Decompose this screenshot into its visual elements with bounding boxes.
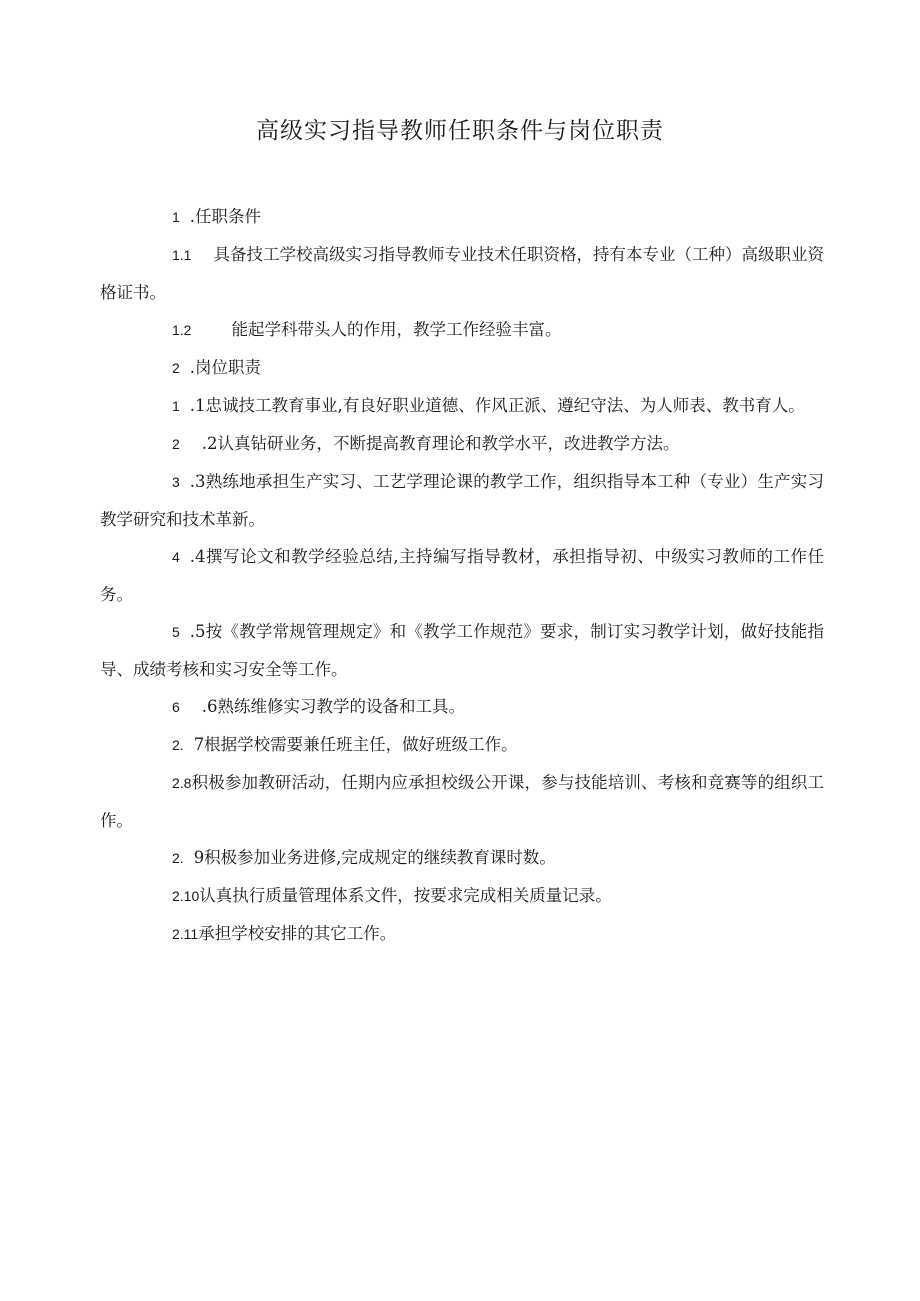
item-1-1 — [100, 236, 824, 311]
item-2-11 — [100, 915, 824, 953]
item-text: .2认真钻研业务，不断提高教育理论和教学水平，改进教学方法。 — [201, 434, 680, 453]
item-text: .1忠诚技工教育事业,有良好职业道德、作风正派、遵纪守法、为人师表、教书育人。 — [189, 396, 805, 415]
document-body — [100, 198, 824, 953]
item-text: .4撰写论文和教学经验总结,主持编写指导教材，承担指导初、中级实习教师的工作任务。 — [100, 547, 824, 604]
item-text: 具备技工学校高级实习指导教师专业技术任职资格，持有本专业（工种）高级职业资格证书。 — [100, 245, 824, 302]
item-number: 2. — [172, 850, 184, 866]
section-2-heading — [100, 349, 824, 387]
item-number: 2 — [172, 436, 180, 452]
item-number: 1.2 — [172, 322, 192, 338]
item-1-2 — [100, 311, 824, 349]
item-2-8 — [100, 764, 824, 839]
item-number: 1.1 — [172, 247, 192, 263]
section-text: .任职条件 — [189, 207, 262, 226]
item-2-1 — [100, 387, 824, 425]
item-number: 5 — [172, 624, 180, 640]
item-text: 7根据学校需要兼任班主任，做好班级工作。 — [193, 735, 518, 754]
item-2-3 — [100, 463, 824, 538]
item-text: 认真执行质量管理体系文件，按要求完成相关质量记录。 — [199, 886, 612, 905]
item-2-10 — [100, 877, 824, 915]
item-number: 6 — [172, 699, 180, 715]
item-number: 3 — [172, 474, 180, 490]
item-number: 2.10 — [172, 888, 200, 904]
item-number: 1 — [172, 398, 180, 414]
section-number: 1 — [172, 209, 180, 225]
item-2-5 — [100, 613, 824, 688]
item-text: .6熟练维修实习教学的设备和工具。 — [201, 697, 466, 716]
item-2-7 — [100, 726, 824, 764]
item-number: 2.11 — [172, 926, 199, 942]
item-number: 2. — [172, 737, 184, 753]
item-2-2 — [100, 425, 824, 463]
item-number: 4 — [172, 549, 180, 565]
document-title: 高级实习指导教师任职条件与岗位职责 — [256, 118, 664, 144]
item-text: .3熟练地承担生产实习、工艺学理论课的教学工作，组织指导本工种（专业）生产实习教学研究和技术革新。 — [100, 472, 824, 529]
section-number: 2 — [172, 360, 180, 376]
section-1-heading — [100, 198, 824, 236]
item-number: 2.8 — [172, 775, 192, 791]
section-text: .岗位职责 — [189, 358, 262, 377]
item-text: 能起学科带头人的作用，教学工作经验丰富。 — [231, 320, 562, 339]
item-2-9 — [100, 839, 824, 877]
item-text: .5按《教学常规管理规定》和《教学工作规范》要求，制订实习教学计划，做好技能指导、成绩考核和实习安全等工作。 — [100, 622, 824, 679]
item-2-6 — [100, 688, 824, 726]
item-text: 积极参加教研活动，任期内应承担校级公开课，参与技能培训、考核和竞赛等的组织工作。 — [100, 773, 824, 830]
item-text: 9积极参加业务进修,完成规定的继续教育课时数。 — [193, 848, 556, 867]
item-2-4 — [100, 538, 824, 613]
item-text: 承担学校安排的其它工作。 — [198, 924, 397, 943]
